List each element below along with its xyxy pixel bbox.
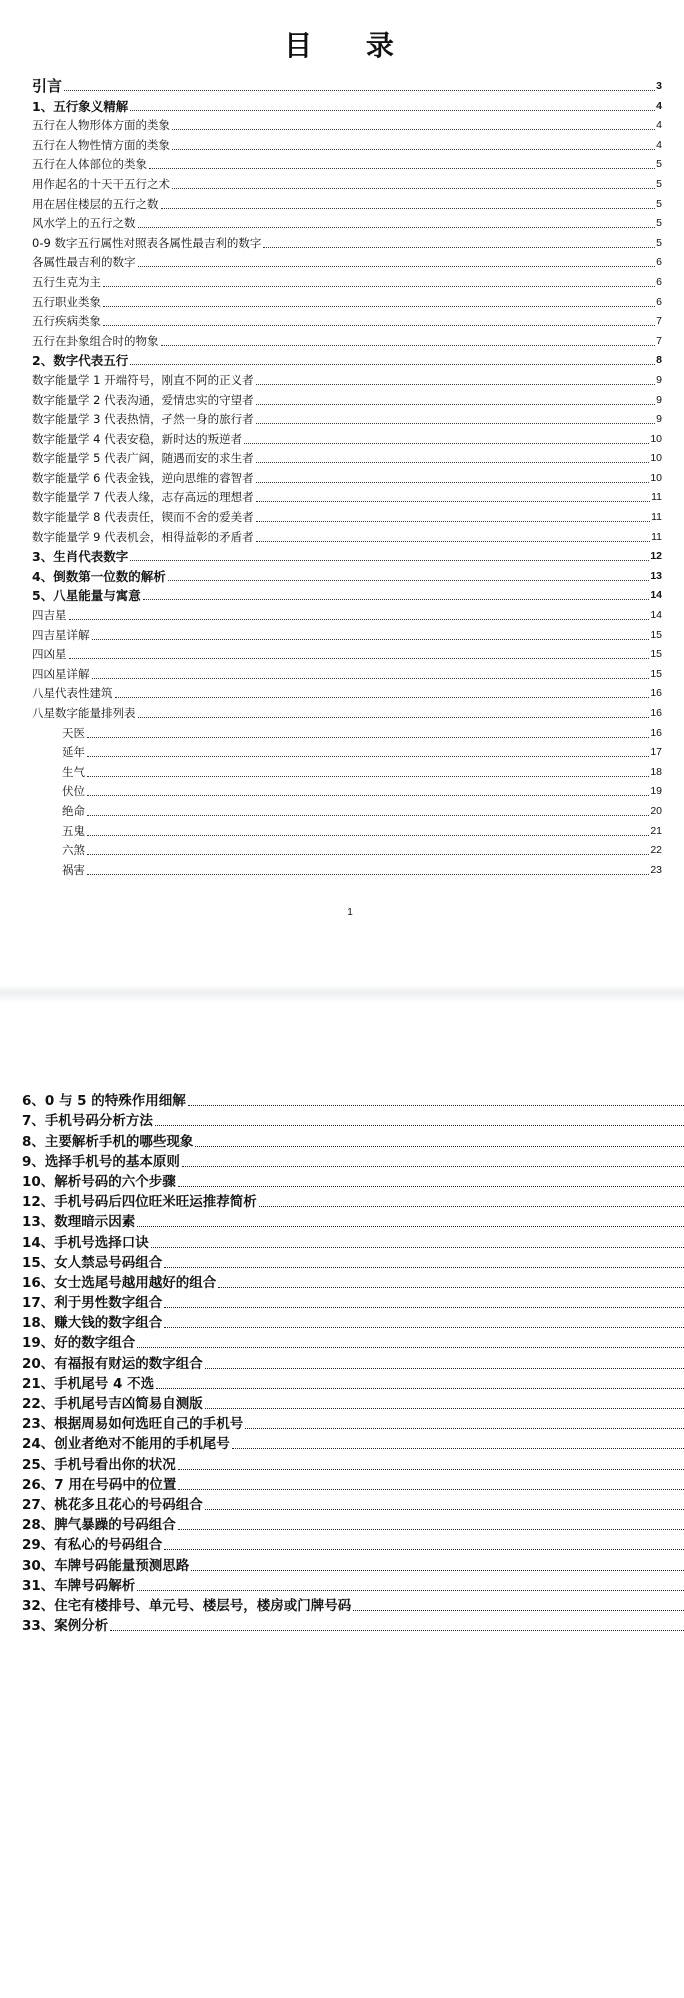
- toc-entry[interactable]: [22, 1230, 684, 1250]
- toc-entry[interactable]: [32, 427, 662, 447]
- dot-leader: [92, 639, 650, 640]
- dot-leader: [178, 1186, 684, 1187]
- toc-entry[interactable]: [22, 1271, 684, 1291]
- dot-leader: [149, 168, 655, 169]
- toc-page-2: [0, 1002, 684, 1998]
- dot-leader: [87, 854, 649, 855]
- toc-entry[interactable]: [32, 447, 662, 467]
- dot-leader: [164, 1267, 684, 1268]
- toc-entry[interactable]: [22, 1372, 684, 1392]
- toc-entry-title: 20、有福报有财运的数字组合: [22, 1355, 203, 1372]
- toc-entry-page: 3: [656, 80, 662, 92]
- toc-entry[interactable]: [22, 1594, 684, 1614]
- page-number: 1: [347, 907, 353, 918]
- toc-entry[interactable]: [22, 1432, 684, 1452]
- toc-entry-page: 21: [650, 824, 662, 837]
- toc-list-continued: [22, 1089, 684, 1634]
- toc-entry-title: 数字能量学 1 开端符号，刚直不阿的正义者: [32, 372, 254, 387]
- toc-entry-page: 20: [650, 804, 662, 817]
- dot-leader: [256, 384, 656, 385]
- toc-entry[interactable]: [32, 270, 662, 290]
- toc-entry[interactable]: [32, 545, 662, 565]
- dot-leader: [143, 599, 650, 600]
- toc-entry-title: 四吉星详解: [32, 627, 90, 642]
- toc-entry-title: 1、五行象义精解: [32, 98, 129, 114]
- dot-leader: [256, 423, 656, 424]
- toc-entry-page: 9: [656, 413, 662, 426]
- toc-entry[interactable]: [22, 1331, 684, 1351]
- toc-entry-title: 四凶星详解: [32, 666, 90, 681]
- dot-leader: [87, 756, 649, 757]
- dot-leader: [256, 541, 650, 542]
- toc-entry-title: 八星数字能量排列表: [32, 706, 136, 720]
- toc-entry-page: 15: [650, 667, 662, 680]
- dot-leader: [182, 1166, 684, 1167]
- toc-entry[interactable]: [22, 1291, 684, 1311]
- dot-leader: [64, 90, 655, 91]
- dot-leader: [164, 1307, 684, 1308]
- toc-entry-title: 数字能量学 7 代表人缘，志存高远的理想者: [32, 490, 254, 505]
- toc-entry-title: 8、主要解析手机的哪些现象: [22, 1133, 194, 1150]
- toc-entry[interactable]: [32, 231, 662, 251]
- toc-entry-title: 2、数字代表五行: [32, 353, 129, 369]
- dot-leader: [259, 1206, 684, 1207]
- toc-entry-page: 5: [656, 197, 662, 210]
- toc-entry-title: 引言: [32, 77, 63, 94]
- dot-leader: [195, 1146, 684, 1147]
- dot-leader: [161, 345, 656, 346]
- toc-entry-page: 23: [650, 863, 662, 876]
- toc-entry[interactable]: [32, 701, 662, 721]
- toc-entry[interactable]: [22, 1533, 684, 1553]
- toc-entry-title: 数字能量学 3 代表热情，孑然一身的旅行者: [32, 412, 254, 427]
- toc-entry[interactable]: [22, 1129, 684, 1149]
- toc-entry[interactable]: [22, 1553, 684, 1573]
- dot-leader: [218, 1287, 684, 1288]
- dot-leader: [256, 521, 650, 522]
- toc-entry-page: 5: [656, 217, 662, 230]
- toc-entry[interactable]: [32, 819, 662, 839]
- toc-entry-title: 五行生克为主: [32, 274, 101, 289]
- toc-entry-page: 11: [651, 530, 662, 543]
- dot-leader: [172, 129, 655, 130]
- toc-entry-page: 5: [656, 236, 662, 249]
- toc-list: [32, 70, 662, 878]
- dot-leader: [103, 286, 655, 287]
- toc-entry-page: 10: [650, 471, 662, 484]
- toc-entry[interactable]: [32, 290, 662, 310]
- toc-entry[interactable]: [32, 682, 662, 702]
- dot-leader: [191, 1570, 684, 1571]
- dot-leader: [256, 404, 656, 405]
- toc-entry-title: 五行在人物性情方面的类象: [32, 137, 170, 152]
- toc-entry[interactable]: [22, 1351, 684, 1371]
- dot-leader: [87, 795, 649, 796]
- dot-leader: [244, 443, 649, 444]
- dot-leader: [172, 149, 655, 150]
- dot-leader: [245, 1428, 684, 1429]
- dot-leader: [138, 266, 656, 267]
- toc-entry-title: 风水学上的五行之数: [32, 216, 136, 231]
- toc-entry-title: 22、手机尾号吉凶简易自测版: [22, 1396, 203, 1412]
- toc-entry-page: 11: [651, 511, 662, 524]
- dot-leader: [130, 560, 649, 561]
- dot-leader: [138, 227, 656, 228]
- toc-entry-page: 16: [650, 726, 662, 739]
- toc-entry-page: 6: [656, 256, 662, 269]
- toc-entry-title: 六煞: [62, 843, 85, 858]
- toc-entry-title: 伏位: [62, 784, 85, 799]
- toc-entry[interactable]: [32, 858, 662, 878]
- toc-entry[interactable]: [32, 114, 662, 134]
- toc-entry-title: 4、倒数第一位数的解析: [32, 568, 166, 584]
- toc-entry[interactable]: [32, 192, 662, 212]
- toc-entry-title: 数字能量学 8 代表责任，锲而不舍的爱美者: [32, 510, 254, 525]
- toc-entry-title: 五行疾病类象: [32, 314, 101, 329]
- toc-entry-title: 八星代表性建筑: [32, 686, 113, 701]
- toc-entry-page: 4: [656, 138, 662, 151]
- toc-entry-title: 五行在人物形体方面的类象: [32, 118, 170, 133]
- toc-entry-page: 7: [656, 334, 662, 347]
- toc-entry-title: 24、创业者绝对不能用的手机尾号: [22, 1436, 230, 1453]
- dot-leader: [103, 325, 655, 326]
- toc-entry-page: 9: [656, 373, 662, 386]
- toc-entry[interactable]: [32, 584, 662, 604]
- toc-entry-page: 12: [650, 550, 662, 563]
- toc-entry[interactable]: [22, 1190, 684, 1210]
- toc-entry-page: 14: [650, 589, 662, 602]
- toc-entry-title: 7、手机号码分析方法: [22, 1113, 153, 1130]
- dot-leader: [232, 1448, 684, 1449]
- toc-entry[interactable]: [32, 525, 662, 545]
- toc-entry-title: 25、手机号看出你的状况: [22, 1456, 176, 1473]
- toc-entry-title: 用作起名的十天干五行之术: [32, 176, 170, 191]
- toc-entry-page: 15: [650, 648, 662, 661]
- toc-entry[interactable]: [32, 251, 662, 271]
- dot-leader: [178, 1469, 684, 1470]
- toc-entry-page: 15: [650, 628, 662, 641]
- dot-leader: [353, 1610, 684, 1611]
- toc-entry[interactable]: [22, 1412, 684, 1432]
- toc-entry[interactable]: [22, 1513, 684, 1533]
- toc-entry-title: 13、数理暗示因素: [22, 1214, 136, 1231]
- toc-entry[interactable]: [32, 172, 662, 192]
- toc-entry[interactable]: [22, 1473, 684, 1493]
- toc-entry-title: 五行在卦象组合时的物象: [32, 333, 159, 348]
- toc-entry-title: 四凶星: [32, 647, 67, 662]
- dot-leader: [161, 208, 656, 209]
- toc-entry[interactable]: [32, 329, 662, 349]
- toc-entry-title: 18、赚大钱的数字组合: [22, 1315, 163, 1332]
- toc-entry[interactable]: [32, 153, 662, 173]
- toc-entry-page: 7: [656, 315, 662, 328]
- dot-leader: [168, 580, 650, 581]
- toc-entry-title: 五鬼: [62, 823, 85, 838]
- toc-entry[interactable]: [32, 780, 662, 800]
- toc-entry-title: 天医: [62, 725, 85, 740]
- toc-entry[interactable]: [32, 349, 662, 369]
- dot-leader: [256, 462, 650, 463]
- dot-leader: [164, 1327, 684, 1328]
- dot-leader: [164, 1549, 684, 1550]
- toc-entry[interactable]: [32, 212, 662, 232]
- toc-entry[interactable]: [32, 760, 662, 780]
- toc-entry-page: 4: [656, 119, 662, 132]
- toc-entry[interactable]: [22, 1109, 684, 1129]
- dot-leader: [172, 188, 655, 189]
- toc-entry-page: 11: [651, 491, 662, 504]
- toc-entry-page: 10: [650, 452, 662, 465]
- dot-leader: [205, 1408, 684, 1409]
- toc-entry[interactable]: [32, 662, 662, 682]
- toc-entry-title: 6、0 与 5 的特殊作用细解: [22, 1093, 186, 1110]
- dot-leader: [256, 482, 650, 483]
- toc-entry[interactable]: [22, 1452, 684, 1472]
- dot-leader: [256, 501, 650, 502]
- dot-leader: [155, 1125, 684, 1126]
- toc-entry-page: 18: [650, 765, 662, 778]
- toc-entry-title: 数字能量学 6 代表金钱，逆向思维的睿智者: [32, 470, 254, 485]
- toc-entry[interactable]: [32, 70, 662, 94]
- toc-entry-title: 数字能量学 4 代表安稳，新时达的叛逆者: [32, 431, 243, 446]
- dot-leader: [87, 835, 649, 836]
- toc-entry-title: 33、案例分析: [22, 1618, 109, 1635]
- dot-leader: [110, 1630, 684, 1631]
- toc-entry[interactable]: [32, 368, 662, 388]
- toc-entry[interactable]: [32, 505, 662, 525]
- toc-entry-title: 29、有私心的号码组合: [22, 1537, 163, 1554]
- toc-entry-title: 五行在人体部位的类象: [32, 157, 147, 172]
- toc-entry[interactable]: [32, 388, 662, 408]
- dot-leader: [205, 1368, 684, 1369]
- dot-leader: [69, 658, 650, 659]
- toc-entry-page: 13: [650, 569, 662, 582]
- toc-entry-title: 26、7 用在号码中的位置: [22, 1476, 177, 1493]
- dot-leader: [188, 1105, 684, 1106]
- toc-entry-page: 6: [656, 275, 662, 288]
- toc-entry[interactable]: [32, 564, 662, 584]
- toc-entry-title: 用在居住楼层的五行之数: [32, 196, 159, 211]
- toc-entry-title: 四吉星: [32, 608, 67, 623]
- dot-leader: [263, 247, 655, 248]
- toc-title: 目 录: [284, 29, 416, 62]
- dot-leader: [87, 776, 649, 777]
- dot-leader: [130, 364, 655, 365]
- toc-entry[interactable]: [32, 741, 662, 761]
- toc-entry[interactable]: [32, 839, 662, 859]
- dot-leader: [137, 1226, 684, 1227]
- toc-entry-page: 9: [656, 393, 662, 406]
- dot-leader: [115, 697, 650, 698]
- toc-entry[interactable]: [22, 1311, 684, 1331]
- toc-entry-title: 延年: [62, 745, 85, 760]
- toc-entry-page: 10: [650, 432, 662, 445]
- toc-entry[interactable]: [22, 1210, 684, 1230]
- toc-entry-title: 31、车牌号码解析: [22, 1577, 136, 1594]
- toc-entry[interactable]: [32, 721, 662, 741]
- toc-entry[interactable]: [22, 1392, 684, 1412]
- toc-entry-page: 14: [650, 609, 662, 622]
- toc-entry[interactable]: [32, 799, 662, 819]
- toc-entry-title: 绝命: [62, 803, 85, 818]
- toc-entry-title: 12、手机号码后四位旺米旺运推荐简析: [22, 1194, 257, 1211]
- toc-entry-title: 9、选择手机号的基本原则: [22, 1153, 180, 1170]
- dot-leader: [92, 678, 650, 679]
- dot-leader: [151, 1247, 684, 1248]
- toc-entry-title: 17、利于男性数字组合: [22, 1295, 163, 1312]
- toc-entry-title: 数字能量学 2 代表沟通，爱情忠实的守望者: [32, 392, 254, 407]
- toc-entry-title: 21、手机尾号 4 不选: [22, 1375, 155, 1392]
- toc-entry-title: 5、八星能量与寓意: [32, 588, 141, 604]
- toc-entry[interactable]: [22, 1089, 684, 1109]
- dot-leader: [205, 1509, 684, 1510]
- toc-entry-title: 28、脾气暴躁的号码组合: [22, 1517, 176, 1534]
- toc-entry-page: 6: [656, 295, 662, 308]
- toc-entry-title: 五行职业类象: [32, 294, 101, 309]
- toc-entry-title: 数字能量学 5 代表广阔，随遇而安的求生者: [32, 451, 254, 466]
- toc-entry[interactable]: [32, 486, 662, 506]
- toc-entry-title: 27、桃花多且花心的号码组合: [22, 1496, 203, 1513]
- dot-leader: [87, 737, 649, 738]
- dot-leader: [137, 1590, 684, 1591]
- dot-leader: [178, 1489, 684, 1490]
- dot-leader: [178, 1529, 684, 1530]
- toc-entry[interactable]: [32, 94, 662, 114]
- toc-entry-title: 23、根据周易如何选旺自己的手机号: [22, 1416, 244, 1433]
- toc-entry-title: 生气: [62, 764, 85, 779]
- dot-leader: [87, 874, 649, 875]
- dot-leader: [103, 306, 655, 307]
- dot-leader: [156, 1388, 684, 1389]
- toc-entry[interactable]: [22, 1614, 684, 1634]
- toc-entry-title: 32、住宅有楼排号、单元号、楼层号，楼房或门牌号码: [22, 1597, 352, 1614]
- toc-entry-title: 16、女士选尾号越用越好的组合: [22, 1274, 217, 1291]
- toc-entry[interactable]: [32, 408, 662, 428]
- toc-entry[interactable]: [22, 1170, 684, 1190]
- toc-entry-page: 19: [650, 785, 662, 798]
- dot-leader: [69, 619, 650, 620]
- toc-entry-page: 8: [656, 354, 662, 367]
- toc-entry-title: 19、好的数字组合: [22, 1335, 136, 1352]
- toc-entry-title: 14、手机号选择口诀: [22, 1234, 149, 1251]
- toc-entry[interactable]: [32, 623, 662, 643]
- dot-leader: [130, 110, 655, 111]
- dot-leader: [87, 815, 649, 816]
- toc-entry-title: 10、解析号码的六个步骤: [22, 1173, 176, 1190]
- toc-entry-title: 数字能量学 9 代表机会，相得益彰的矛盾者: [32, 529, 254, 544]
- toc-entry-title: 各属性最吉利的数字: [32, 255, 136, 270]
- toc-entry[interactable]: [32, 603, 662, 623]
- toc-entry[interactable]: [22, 1574, 684, 1594]
- toc-entry-page: 16: [650, 687, 662, 700]
- toc-entry-title: 祸害: [62, 862, 85, 877]
- toc-entry[interactable]: [22, 1493, 684, 1513]
- toc-entry[interactable]: [32, 133, 662, 153]
- toc-entry[interactable]: [32, 466, 662, 486]
- toc-entry-page: 5: [656, 158, 662, 171]
- dot-leader: [137, 1347, 684, 1348]
- toc-entry-page: 22: [650, 844, 662, 857]
- toc-entry[interactable]: [32, 643, 662, 663]
- toc-entry-page: 17: [650, 746, 662, 759]
- toc-entry-title: 30、车牌号码能量预测思路: [22, 1557, 190, 1574]
- toc-entry[interactable]: [32, 310, 662, 330]
- toc-entry-page: 16: [650, 707, 662, 719]
- toc-entry-page: 4: [656, 99, 662, 112]
- toc-entry[interactable]: [22, 1251, 684, 1271]
- page-separator: [0, 985, 684, 1002]
- toc-entry-title: 15、女人禁忌号码组合: [22, 1254, 163, 1271]
- toc-entry-title: 3、生肖代表数字: [32, 549, 129, 565]
- toc-entry-page: 5: [656, 177, 662, 190]
- toc-entry-title: 0-9 数字五行属性对照表各属性最吉利的数字: [32, 235, 262, 250]
- dot-leader: [138, 717, 650, 718]
- toc-entry[interactable]: [22, 1150, 684, 1170]
